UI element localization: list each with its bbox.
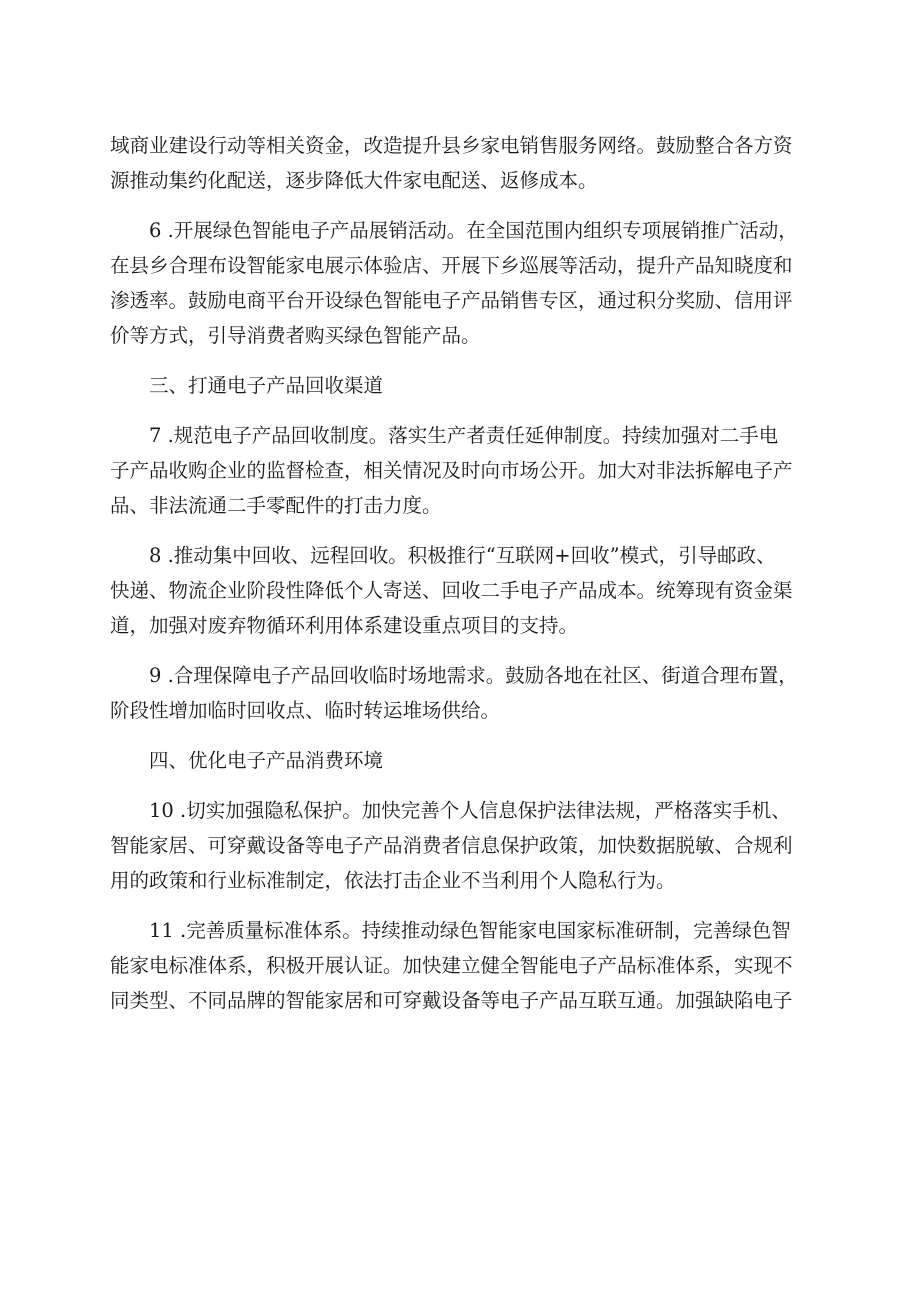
text-line: 智能家居、可穿戴设备等电子产品消费者信息保护政策，加快数据脱敏、合规利 [110, 834, 793, 857]
paragraph-item-11 [110, 913, 815, 1018]
text-line: 8 .推动集中回收、远程回收。积极推行“互联网+回收”模式，引导邮政、 [149, 544, 776, 567]
paragraph-item-9 [110, 658, 815, 728]
text-line: 9 .合理保障电子产品回收临时场地需求。鼓励各地在社区、街道合理布置， [149, 664, 798, 687]
text-line: 7 .规范电子产品回收制度。落实生产者责任延伸制度。持续加强对二手电 [149, 424, 779, 447]
text-line: 价等方式，引导消费者购买绿色智能产品。 [110, 324, 481, 347]
text-line: 子产品收购企业的监督检查，相关情况及时向市场公开。加大对非法拆解电子产 [110, 459, 793, 482]
paragraph-item-10 [110, 793, 815, 898]
paragraph-item-7 [110, 418, 815, 523]
document-body [110, 128, 815, 1018]
text-line: 域商业建设行动等相关资金，改造提升县乡家电销售服务网络。鼓励整合各方资 [110, 134, 793, 157]
text-line: 阶段性增加临时回收点、临时转运堆场供给。 [110, 699, 501, 722]
text-line: 10 .切实加强隐私保护。加快完善个人信息保护法律法规，严格落实手机、 [149, 799, 791, 822]
paragraph-item-8 [110, 538, 815, 643]
section-heading-4 [110, 743, 815, 778]
text-line: 品、非法流通二手零配件的打击力度。 [110, 494, 442, 517]
section-heading-3 [110, 368, 815, 403]
text-line: 四、优化电子产品消费环境 [149, 749, 384, 772]
text-line: 同类型、不同品牌的智能家居和可穿戴设备等电子产品互联互通。加强缺陷电子 [110, 989, 793, 1012]
text-line: 6 .开展绿色智能电子产品展销活动。在全国范围内组织专项展销推广活动， [149, 219, 798, 242]
text-line: 渗透率。鼓励电商平台开设绿色智能电子产品销售专区，通过积分奖励、信用评 [110, 289, 793, 312]
paragraph-item-6 [110, 213, 815, 353]
text-line: 源推动集约化配送，逐步降低大件家电配送、返修成本。 [110, 169, 598, 192]
text-line: 能家电标准体系，积极开展认证。加快建立健全智能电子产品标准体系，实现不 [110, 954, 793, 977]
text-line: 快递、物流企业阶段性降低个人寄送、回收二手电子产品成本。统筹现有资金渠 [110, 579, 793, 602]
text-line: 三、打通电子产品回收渠道 [149, 374, 384, 397]
paragraph-continuation [110, 128, 815, 198]
text-line: 用的政策和行业标准制定，依法打击企业不当利用个人隐私行为。 [110, 869, 676, 892]
text-line: 在县乡合理布设智能家电展示体验店、开展下乡巡展等活动，提升产品知晓度和 [110, 254, 793, 277]
text-line: 11 .完善质量标准体系。持续推动绿色智能家电国家标准研制，完善绿色智 [149, 919, 791, 942]
text-line: 道，加强对废弃物循环利用体系建设重点项目的支持。 [110, 614, 579, 637]
